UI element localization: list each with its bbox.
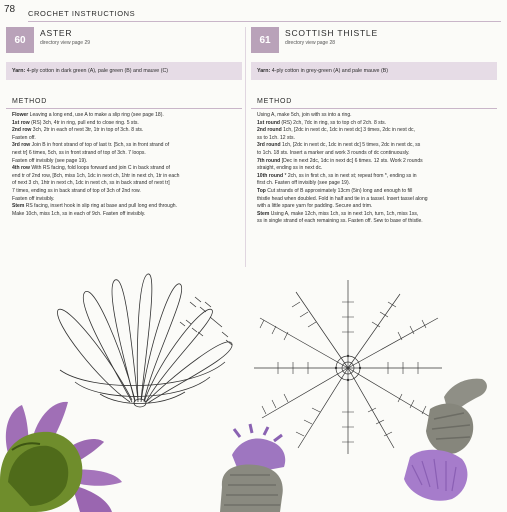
step-text: RS facing, insert hook in slip ring at base and pull long end through. <box>24 203 177 210</box>
method-line <box>257 120 495 128</box>
method-line <box>257 165 495 173</box>
step-text: end tr of 2nd row, [8ch, miss 1ch, 1dc in next ch, 1htr in next ch, 1tr in each <box>12 172 180 179</box>
step-label: 2nd row <box>12 127 32 134</box>
method-line <box>257 203 495 211</box>
method-line <box>257 158 495 166</box>
step-text: Using A, make 12ch, miss 1ch, ss in next 1ch, turn, 1ch, miss 1ss, <box>269 210 419 217</box>
method-line <box>12 112 240 120</box>
step-label: 3rd round <box>257 142 281 149</box>
step-label: 7th round <box>257 157 281 164</box>
column-divider <box>245 27 246 267</box>
yarn-band <box>251 62 497 80</box>
top-rule <box>28 21 501 22</box>
method-line <box>257 173 495 181</box>
method-line <box>12 127 240 135</box>
step-text: * 2ch, ss in first ch, ss in next st; repeat from *, ending ss in <box>283 172 417 179</box>
method-line <box>257 180 495 188</box>
method-line <box>257 150 495 158</box>
step-label: Stem <box>257 210 270 217</box>
step-text: Cut strands of B approximately 13cm (5in) long and enough to fill <box>265 187 413 194</box>
method-line <box>12 142 240 150</box>
step-text: 7 times, ending ss in back strand of top of 3ch of 2nd row. <box>12 187 141 194</box>
step-text: [Dec in next 2dc, 1dc in next dc] 6 times. 12 sts. Work 2 rounds <box>280 157 423 164</box>
method-heading: METHOD <box>257 98 293 105</box>
method-rule <box>6 108 242 109</box>
step-text: 1ch, [2dc in next dc, 1dc in next dc] 3 times, 2dc in next dc, <box>281 127 415 134</box>
yarn-text: 4-ply cotton in dark green (A), pale green (B) and mauve (C) <box>26 68 169 74</box>
step-label: 10th round <box>257 172 284 179</box>
yarn-label: Yarn: <box>12 68 26 74</box>
method-text <box>257 112 495 226</box>
method-line <box>257 188 495 196</box>
pattern-title: SCOTTISH THISTLE <box>285 28 378 38</box>
step-label: 4th row <box>12 165 30 172</box>
pattern-title: ASTER <box>40 28 73 38</box>
method-line <box>257 211 495 219</box>
step-text: Fasten off. <box>12 134 36 141</box>
step-text: next tr] 6 times, 5ch, ss in front strand of top of 3ch. 7 loops. <box>12 149 146 156</box>
directory-reference: directory view page 28 <box>285 40 336 46</box>
step-label: Flower <box>12 112 29 118</box>
method-heading: METHOD <box>12 98 48 105</box>
section-title: CROCHET INSTRUCTIONS <box>28 9 136 18</box>
step-text: Fasten off invisibly. <box>12 195 55 202</box>
yarn-label: Yarn: <box>257 68 271 74</box>
method-line <box>12 150 240 158</box>
method-line <box>257 135 495 143</box>
step-text: 3ch, 2tr in each of next 3tr, 1tr in top of 3ch. 8 sts. <box>31 127 144 134</box>
step-text: straight, ending ss in next dc. <box>257 165 323 172</box>
step-text: Join B in front strand of top of last tr. [5ch, ss in front strand of <box>30 142 170 149</box>
method-line <box>257 112 495 120</box>
step-text: first ch. Fasten off invisibly (see page 19). <box>257 180 351 187</box>
step-label: Stem <box>12 203 25 210</box>
step-label: 2nd round <box>257 127 282 134</box>
step-text: ss in single strand of each remaining ss. Fasten off. Sew to base of thistle. <box>257 218 423 225</box>
thistle-photo <box>200 375 507 512</box>
step-text: of next 3 ch, 1htr in next ch, 1dc in next ch, ss in back strand of next tr] <box>12 180 170 187</box>
step-text: to 1ch. 18 sts. Insert a marker and work 3 rounds of dc continuously. <box>257 149 410 156</box>
pattern-number-badge: 61 <box>251 27 279 53</box>
pattern-scottish-thistle <box>251 27 497 226</box>
step-text: Leaving a long end, use A to make a slip ring (see page 18). <box>28 112 164 118</box>
pattern-header <box>251 27 497 59</box>
yarn-band <box>6 62 242 80</box>
pattern-aster <box>6 27 242 218</box>
step-text: Using A, make 5ch, join with ss into a ring. <box>257 112 352 118</box>
step-text: (RS) 2ch, 7dc in ring, ss to top ch of 2ch. 8 sts. <box>280 119 387 126</box>
method-line <box>12 203 240 211</box>
method-line <box>12 211 240 219</box>
method-line <box>257 142 495 150</box>
method-line <box>257 196 495 204</box>
step-text: (RS) 3ch, 4tr in ring, pull end to close ring. 5 sts. <box>29 119 139 126</box>
method-rule <box>251 108 497 109</box>
method-line <box>12 196 240 204</box>
method-line <box>257 218 495 226</box>
step-label: 1st row <box>12 119 30 126</box>
step-label: 3rd row <box>12 142 31 149</box>
method-line <box>12 135 240 143</box>
method-line <box>12 173 240 181</box>
method-line <box>12 165 240 173</box>
directory-reference: directory view page 29 <box>40 40 91 46</box>
method-text <box>12 112 240 218</box>
step-label: 1st round <box>257 119 280 126</box>
step-text: With RS facing, fold loops forward and join C in back strand of <box>29 165 170 172</box>
step-text: 1ch, [2dc in next dc, 1dc in next dc] 5 times, 2dc in next dc, ss <box>280 142 421 149</box>
yarn-text: 4-ply cotton in grey-green (A) and pale mauve (B) <box>271 68 389 74</box>
method-line <box>12 158 240 166</box>
step-text: Fasten off invisibly (see page 19). <box>12 157 88 164</box>
step-text: with a little spare yarn for padding. Secure and trim. <box>257 203 373 210</box>
pattern-number-badge: 60 <box>6 27 34 53</box>
method-line <box>12 180 240 188</box>
step-label: Top <box>257 187 266 194</box>
aster-photo <box>0 390 140 512</box>
page-number: 78 <box>4 4 16 15</box>
step-text: Make 10ch, miss 1ch, ss in each of 9ch. Fasten off invisibly. <box>12 210 146 217</box>
method-line <box>257 127 495 135</box>
step-text: thistle head when doubled. Fold in half and tie in a tassel. Insert tassel along <box>257 195 428 202</box>
pattern-header <box>6 27 242 59</box>
step-text: ss to 1ch. 12 sts. <box>257 134 295 141</box>
method-line <box>12 188 240 196</box>
method-line <box>12 120 240 128</box>
